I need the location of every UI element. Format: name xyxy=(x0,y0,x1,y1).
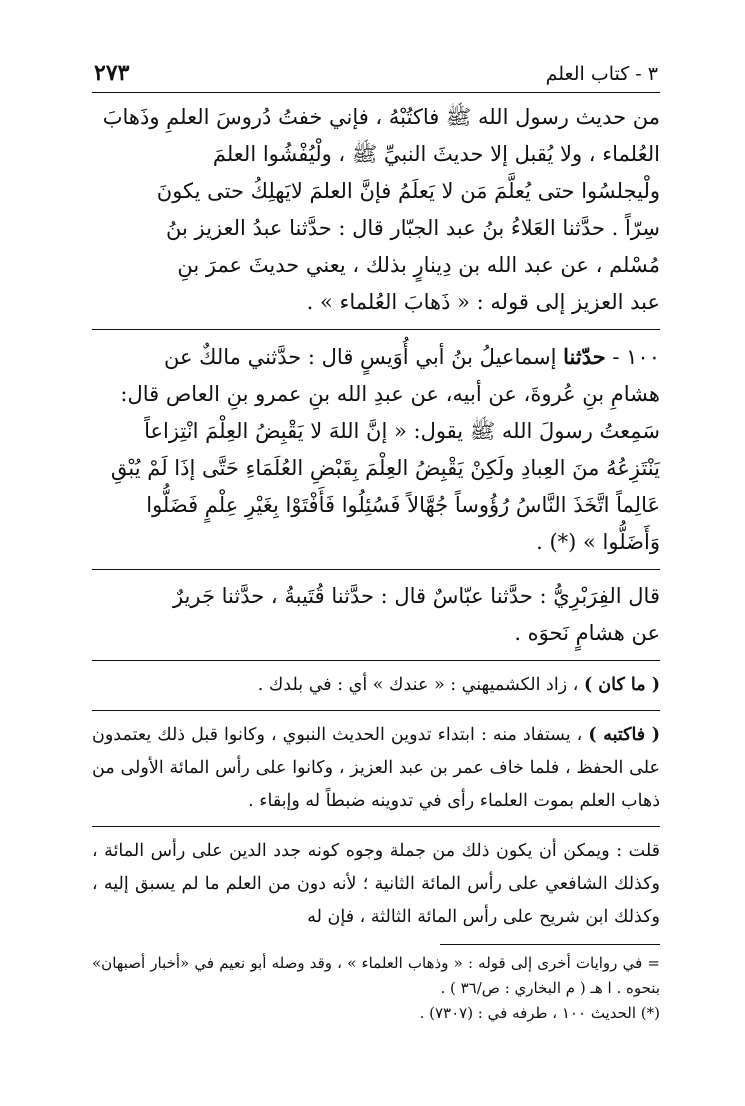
commentary-text: ، يستفاد منه : ابتداء تدوين الحديث النبوي ، وكانوا قبل ذلك يعتمدون على الحفظ ، فلما خاف عمر بن عبد العزيز ، وكانوا على رأس المائة الأولى من ذهاب العلم بموت العلماء رأى في تدوينه ضبطاً له وإبقاء . xyxy=(92,725,660,811)
main-text-line: سِرّاً . حدَّثنا العَلاءُ بنُ عبد الجبّار قال : حدَّثنا عبدُ العزيز بنُ xyxy=(166,216,660,240)
main-text-line: ولْيجلسُوا حتى يُعلَّمَ مَن لا يَعلَمُ فإنَّ العلمَ لايَهلِكُ حتى يكونَ xyxy=(156,179,660,203)
hadith-line: عَالِماً اتَّخَذَ النَّاسُ رُؤُوساً جُهَّالاً فَسُئِلُوا فَأَفْتَوْا بِغَيْرِ عِلْمٍ فَضَلُّوا xyxy=(146,493,660,517)
hadith-haddathana: حدّثنا xyxy=(563,344,606,369)
hadith-line: هشامِ بنِ عُروةَ، عن أبيه، عن عبدِ الله بنِ عمرو بنِ العاص قال: xyxy=(120,382,660,406)
chapter-title: ٣ - كتاب العلم xyxy=(545,63,658,85)
firabri-line: عن هشامٍ نَحوَه . xyxy=(514,621,660,645)
page-number: ٢٧٣ xyxy=(94,60,130,86)
hadith-line: وَأَضَلُّوا » (*) . xyxy=(536,530,660,554)
divider xyxy=(92,329,660,330)
hadith-number: ١٠٠ - xyxy=(605,345,660,369)
running-header xyxy=(92,60,660,93)
commentary-paragraph xyxy=(92,669,660,702)
commentary-paragraph: قلت : ويمكن أن يكون ذلك من جملة وجوه كونه جدد الدين على رأس المائة ، وكذلك الشافعي على رأس المائة الثانية ؛ لأنه دون من العلم ما لم يسبق إليه ، وكذلك ابن شريح على رأس المائة الثالثة ، فإن له xyxy=(92,841,660,927)
main-text xyxy=(92,99,660,321)
footnote-rule xyxy=(440,944,660,945)
footnote: (*) الحديث ١٠٠ ، طرفه في : (٧٣٠٧) . xyxy=(419,1004,660,1022)
divider xyxy=(92,710,660,711)
main-text-line: عبد العزيز إلى قوله : « ذَهابَ العُلماء » . xyxy=(306,290,660,314)
firabri-line: قال الفِرَبْرِيُّ : حدَّثنا عبّاسٌ قال : حدَّثنا قُتَيبةُ ، حدَّثنا جَريرٌ xyxy=(172,584,660,608)
commentary-lemma: ( فاكتبه ) xyxy=(588,725,661,745)
main-text-line: العُلماء ، ولا يُقبل إلا حديثَ النبيِّ ﷺ ، ولْيُفْشُوا العلمَ xyxy=(212,142,660,166)
divider xyxy=(92,569,660,570)
hadith-line: يَنْتَزِعُهُ منَ العِبادِ ولَكِنْ يَقْبِضُ العِلْمَ بِقَبْضِ العُلَمَاءِ حَتَّى إذَا لَمْ يُبْقِ xyxy=(110,456,660,480)
divider xyxy=(92,660,660,661)
main-text-line: من حديث رسول الله ﷺ فاكتُبْهُ ، فإني خفتُ دُروسَ العلمِ وذَهابَ xyxy=(102,105,660,129)
main-text-line: مُسْلم ، عن عبد الله بن دِينارٍ بذلك ، يعني حديثَ عمرَ بنِ xyxy=(177,253,660,277)
commentary-paragraph xyxy=(92,719,660,818)
commentary xyxy=(92,719,660,818)
divider xyxy=(92,826,660,827)
hadith-line xyxy=(92,338,660,376)
commentary xyxy=(92,669,660,702)
hadith-line: سَمِعتُ رسولَ الله ﷺ يقول: « إنَّ اللهَ لا يَقْبِضُ العِلْمَ انْتِزاعاً xyxy=(144,419,660,443)
hadith-isnad: إسماعيلُ بنُ أبي أُوَيسٍ قال : حدَّثني مالكٌ عن xyxy=(163,345,564,369)
commentary-text: ، زاد الكشميهني : « عندك » أي : في بلدك . xyxy=(257,675,584,695)
commentary-lemma: ( ما كان ) xyxy=(583,675,660,695)
firabri-note xyxy=(92,578,660,652)
commentary xyxy=(92,835,660,934)
hadith-100 xyxy=(92,338,660,561)
page xyxy=(92,60,660,1026)
footnotes xyxy=(92,951,660,1026)
footnote: = في روايات أخرى إلى قوله : « وذهاب العلماء » ، وقد وصله أبو نعيم في «أخبار أصبهان» بنحوه . ا هـ ( م البخاري : ص/٣٦ ) . xyxy=(92,954,660,997)
